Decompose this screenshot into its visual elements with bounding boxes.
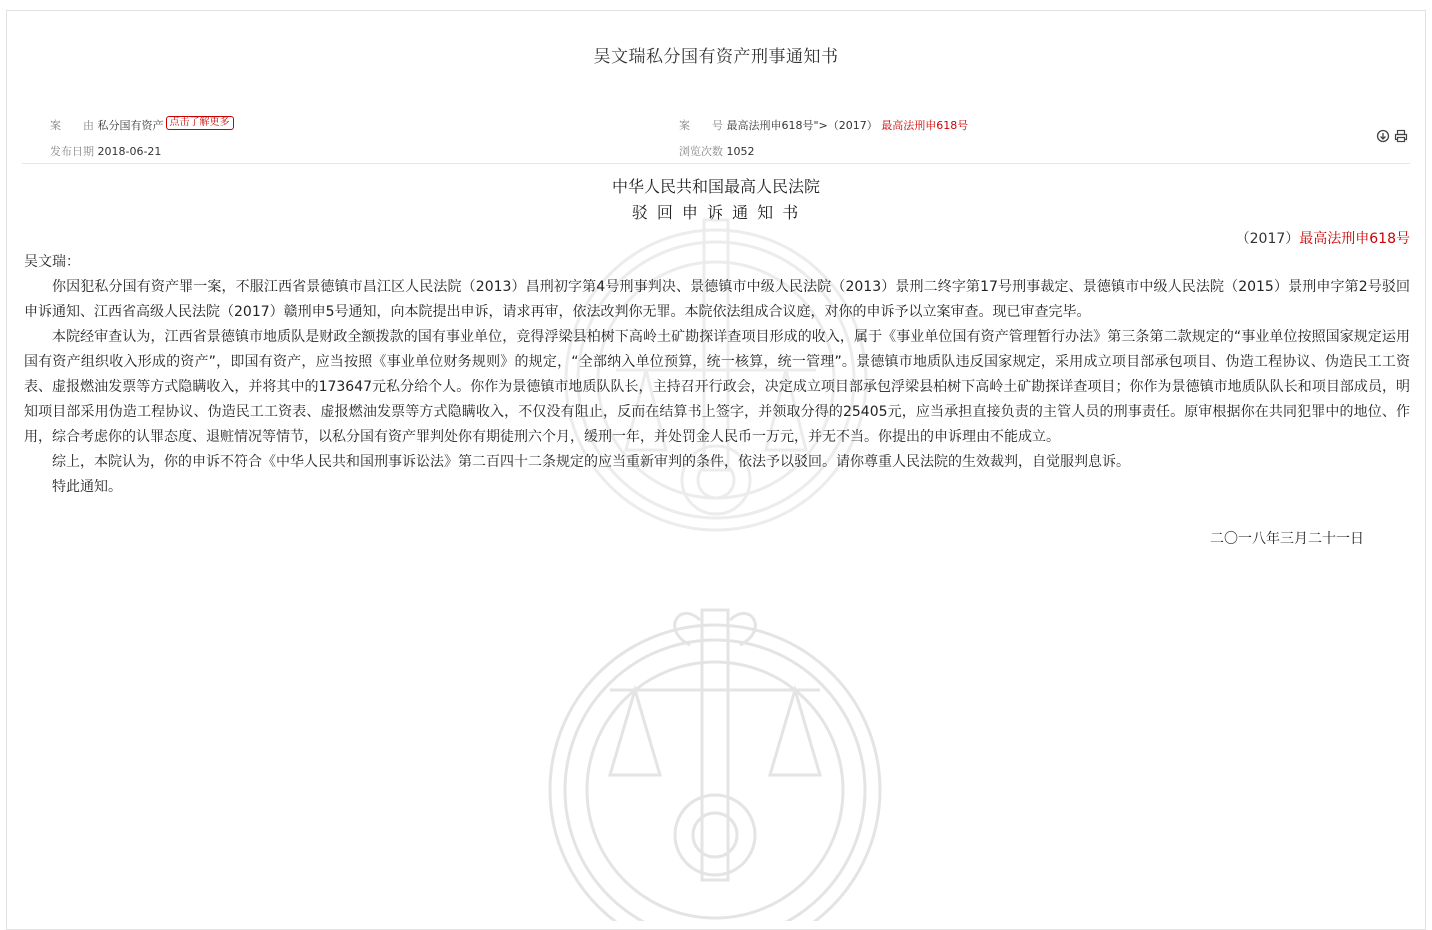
publish-date-value: 2018-06-21 [97,145,162,158]
page-title: 吴文瑞私分国有资产刑事通知书 [593,47,839,67]
case-cause-label: 案 由 [50,119,94,132]
salutation: 吴文瑞： [24,254,80,270]
paragraph: 你因犯私分国有资产罪一案，不服江西省景德镇市昌江区人民法院（2013）昌刑初字第4号刑事判决、景德镇市中级人民法院（2013）景刑二终字第17号刑事裁定、景德镇市中级人民法院（2015）景刑申字第2号驳回申诉通知、江西省高级人民法院（2017）赣刑申5号通知，向本院提出申诉，请求再审，依法改判你无罪。本院依法组成合议庭，对你的申诉予以立案审查。现已审查完毕。 [24,279,1410,320]
case-cause [50,117,234,134]
view-count-label: 浏览次数 [679,145,723,158]
document-date: 二〇一八年三月二十一日 [1210,531,1364,547]
case-number [679,117,968,133]
case-cause-value: 私分国有资产 [97,119,164,132]
view-count [679,143,755,159]
paragraph: 特此通知。 [52,479,122,495]
learn-more-badge[interactable]: 点击了解更多 [166,116,234,130]
document-number [1236,228,1410,248]
download-icon[interactable] [1376,128,1390,142]
view-count-value: 1052 [726,145,755,158]
case-number-value: 最高法刑申618号">（2017） [726,119,878,132]
court-name: 中华人民共和国最高人民法院 [611,177,820,196]
document-number-prefix: （2017） [1235,231,1300,247]
case-number-link[interactable]: 最高法刑申618号 [881,119,969,132]
document-type: 驳 回 申 诉 通 知 书 [631,203,801,222]
paragraph: 本院经审查认为，江西省景德镇市地质队是财政全额拨款的国有事业单位，竞得浮梁县柏树下高岭土矿勘探详查项目形成的收入，属于《事业单位国有资产管理暂行办法》第三条第二款规定的“事业单位按照国家规定运用国有资产组织收入形成的资产”，即国有资产，应当按照《事业单位财务规则》的规定，“全部纳入单位预算，统一核算，统一管理”。景德镇市地质队违反国家规定，采用成立项目部承包项目、伪造工程协议、伪造民工工资表、虚报燃油发票等方式隐瞒收入，并将其中的173647元私分给个人。你作为景德镇市地质队队长，主持召开行政会，决定成立项目部承包浮梁县柏树下高岭土矿勘探详查项目；你作为景德镇市地质队队长和项目部成员，明知项目部采用伪造工程协议、伪造民工工资表、虚报燃油发票等方式隐瞒收入，不仅没有阻止，反而在结算书上签字，并领取分得的25405元，应当承担直接负责的主管人员的刑事责任。原审根据你在共同犯罪中的地位、作用，综合考虑你的认罪态度、退赃情况等情节，以私分国有资产罪判处你有期徒刑六个月，缓刑一年，并处罚金人民币一万元，并无不当。你提出的申诉理由不能成立。 [24,329,1411,445]
document-body [24,250,1410,500]
publish-date-label: 发布日期 [50,145,94,158]
print-icon[interactable] [1394,128,1408,142]
toolbar [1376,128,1408,142]
paragraph: 综上，本院认为，你的申诉不符合《中华人民共和国刑事诉讼法》第二百四十二条规定的应当重新审判的条件，依法予以驳回。请你尊重人民法院的生效裁判，自觉服判息诉。 [52,454,1130,470]
document-number-link[interactable]: 最高法刑申618号 [1299,231,1410,247]
case-number-label: 案 号 [679,119,723,132]
header-divider [22,163,1410,164]
publish-date [50,143,161,159]
